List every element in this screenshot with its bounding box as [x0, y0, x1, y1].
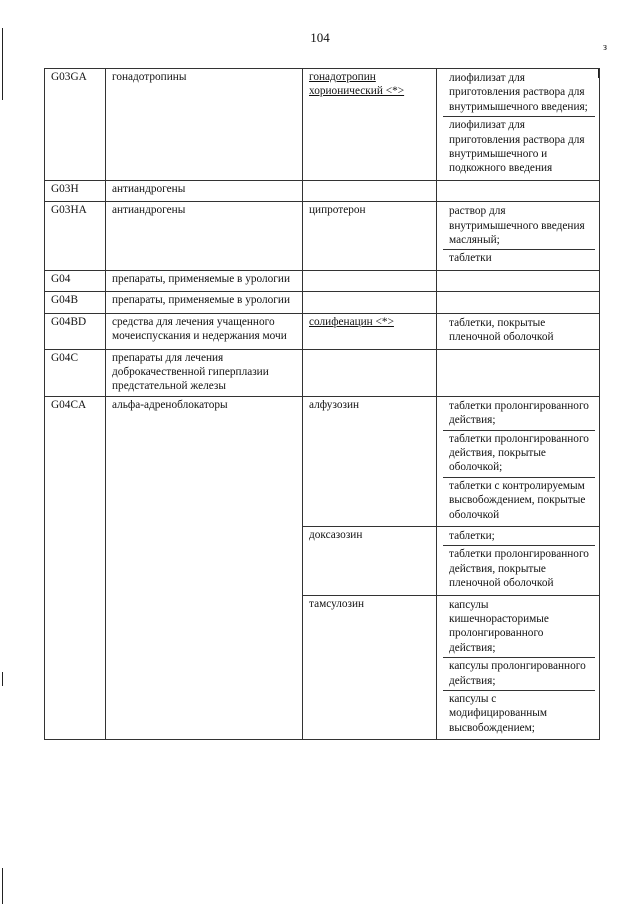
drug-name: ципротерон [309, 204, 366, 217]
drug-name: доксазозин [309, 528, 363, 541]
scan-artifact-left [2, 28, 3, 100]
dosage-form: таблетки пролонгированного действия; [449, 399, 589, 427]
dosage-form: таблетки; [449, 529, 495, 542]
scan-artifact-left-mid [2, 672, 3, 686]
drug-name: солифенацин <*> [309, 315, 394, 328]
table-row [45, 396, 600, 526]
drug-name-cell [303, 292, 437, 313]
table-row [45, 313, 600, 349]
atc-code-cell: G04CA [45, 396, 106, 740]
dosage-forms-cell [437, 180, 600, 201]
table-row [45, 69, 600, 181]
dosage-form: капсулы с модифицированным высвобождением; [443, 690, 595, 737]
empty-cell [443, 293, 595, 310]
dosage-forms-cell [437, 313, 600, 349]
dosage-forms-cell [437, 595, 600, 740]
group-name-cell: средства для лечения учащенного мочеиспускания и недержания мочи [106, 313, 303, 349]
dosage-forms-cell [437, 349, 600, 396]
dosage-form: капсулы кишечнорасторимые пролонгированного действия; [449, 598, 549, 654]
atc-code-cell: G04BD [45, 313, 106, 349]
dosage-form: таблетки пролонгированного действия, покрытые пленочной оболочкой [443, 545, 595, 592]
drug-name-cell [303, 313, 437, 349]
group-name-cell: препараты, применяемые в урологии [106, 292, 303, 313]
drug-name-cell [303, 396, 437, 526]
empty-cell [443, 182, 595, 199]
drug-name-cell [303, 69, 437, 181]
table-row [45, 349, 600, 396]
drug-name: гонадотропин хорионический <*> [309, 71, 405, 98]
drug-name-cell [303, 202, 437, 271]
dosage-form: таблетки пролонгированного действия, покрытые оболочкой; [443, 430, 595, 477]
group-name-cell: антиандрогены [106, 202, 303, 271]
drug-name: алфузозин [309, 398, 360, 411]
drug-name: тамсулозин [309, 597, 365, 610]
dosage-form: лиофилизат для приготовления раствора для внутримышечного введения; [449, 72, 588, 113]
empty-cell [443, 351, 595, 368]
atc-code-cell: G03H [45, 180, 106, 201]
atc-code-cell: G03GA [45, 69, 106, 181]
dosage-forms-cell [437, 69, 600, 181]
atc-code-cell: G04C [45, 349, 106, 396]
atc-code-cell: G03HA [45, 202, 106, 271]
dosage-forms-cell [437, 270, 600, 291]
dosage-form: таблетки с контролируемым высвобождением, покрытые оболочкой [443, 477, 595, 524]
dosage-forms-cell [437, 526, 600, 595]
dosage-form: капсулы пролонгированного действия; [443, 657, 595, 690]
dosage-form: раствор для внутримышечного введения масляный; [449, 205, 585, 247]
page-number: 104 [310, 30, 330, 45]
drug-name-cell [303, 180, 437, 201]
drug-name-cell [303, 270, 437, 291]
drug-name-cell [303, 526, 437, 595]
corner-mark: з [603, 42, 607, 53]
group-name-cell: гонадотропины [106, 69, 303, 181]
table-row [45, 180, 600, 201]
group-name-cell: альфа-адреноблокаторы [106, 396, 303, 740]
dosage-form: таблетки, покрытые пленочной оболочкой [449, 316, 554, 344]
group-name-cell: препараты, применяемые в урологии [106, 270, 303, 291]
dosage-forms-cell [437, 396, 600, 526]
group-name-cell: препараты для лечения доброкачественной гиперплазии предстательной железы [106, 349, 303, 396]
dosage-form: лиофилизат для приготовления раствора для внутримышечного и подкожного введения [443, 116, 595, 178]
group-name-cell: антиандрогены [106, 180, 303, 201]
table-row [45, 202, 600, 271]
dosage-forms-cell [437, 202, 600, 271]
dosage-forms-cell [437, 292, 600, 313]
scan-artifact-left-bottom [2, 868, 3, 904]
atc-code-cell: G04 [45, 270, 106, 291]
dosage-form: таблетки [443, 249, 595, 267]
empty-cell [443, 272, 595, 289]
drug-name-cell [303, 595, 437, 740]
atc-code-cell: G04B [45, 292, 106, 313]
drug-table [44, 68, 600, 740]
table-row [45, 270, 600, 291]
drug-name-cell [303, 349, 437, 396]
table-row [45, 292, 600, 313]
